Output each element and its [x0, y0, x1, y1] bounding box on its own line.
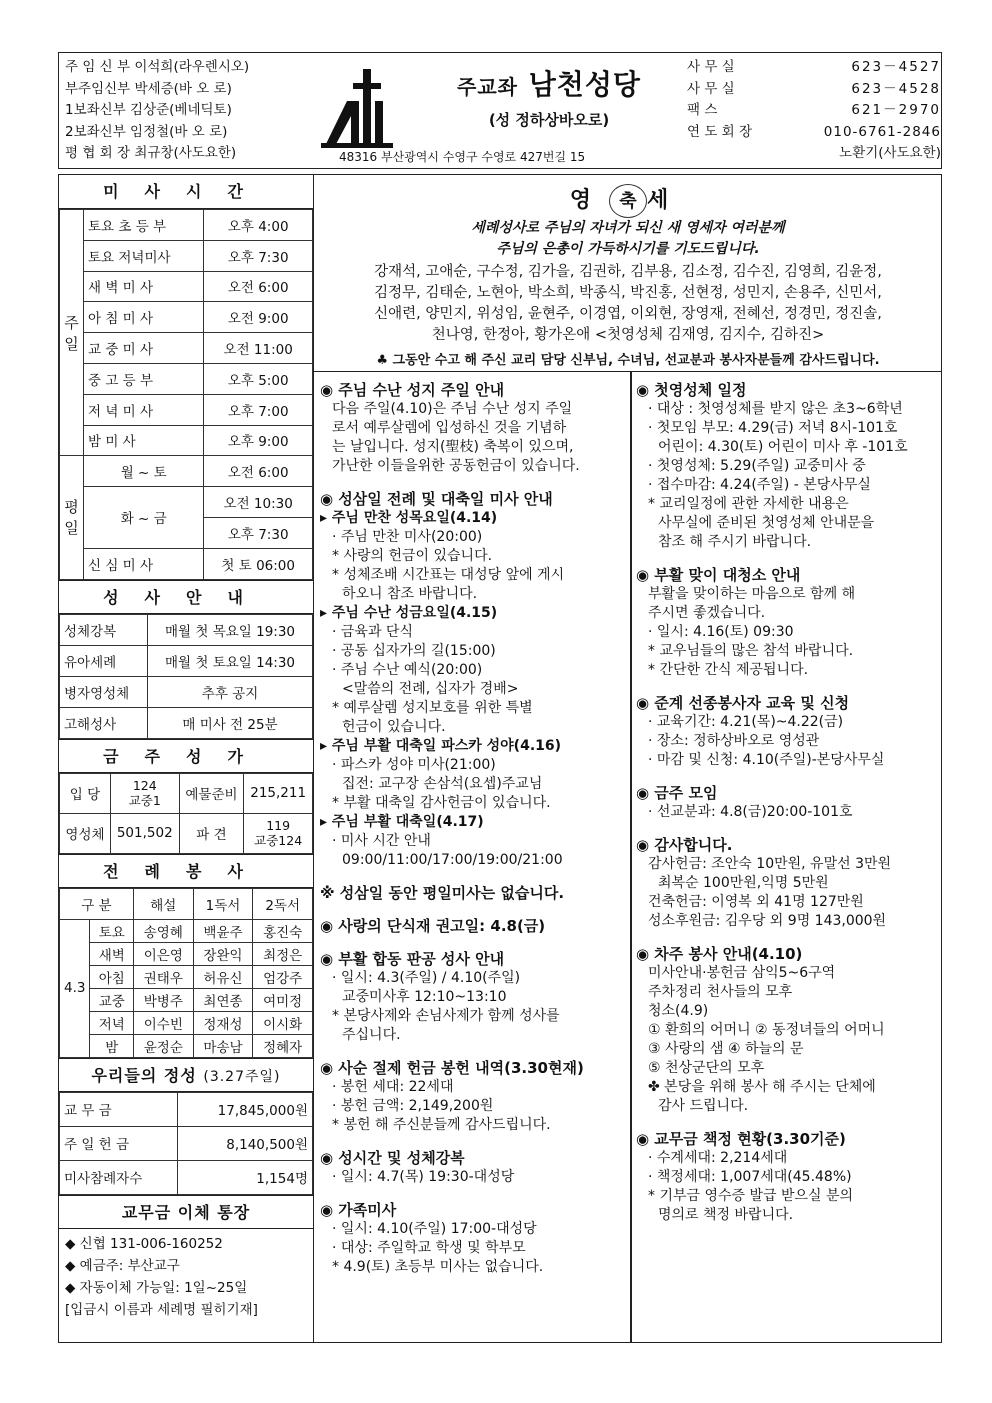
notice-heading: ◉ 차주 봉사 안내(4.10) — [636, 945, 803, 963]
mass-name: 월 ~ 토 — [84, 456, 204, 487]
notice-line: 주십니다. — [342, 1027, 401, 1043]
liturgy-person: 이은영 — [133, 942, 193, 965]
notice-line: * 예루살렘 성지보호를 위한 특별 — [332, 700, 533, 716]
notice-line: <말씀의 전례, 십자가 경배> — [342, 681, 519, 697]
notice-line: · 대상 : 첫영성체를 받지 않은 초3~6학년 — [648, 401, 903, 417]
notice-column-left — [320, 375, 626, 1277]
neophyte-names: 강재석, 고애순, 구수정, 김가을, 김권하, 김부용, 김소정, 김수진, 김영희, 김윤정, 김정무, 김태순, 노현아, 박소희, 박종식, 박진홍, 선현정, 성민지, 손용주, 신민서, 신애련, 양민지, 위성임, 윤현주, 이경엽, 이외현, 장영재, 전혜선, 정경민, 정진솔, 천나영, 한정아, 황가온애 <첫영성체 김재영, 김지수, 김하진> — [374, 264, 882, 343]
liturgy-person: 최정은 — [253, 942, 313, 965]
liturgy-person: 이수빈 — [133, 1011, 193, 1034]
notice-line: ① 환희의 어머니 ② 동정녀들의 어머니 — [648, 1022, 885, 1038]
mass-times-heading: 미사시간 — [59, 175, 313, 209]
notice-line: 집전: 교구장 손삼석(요셉)주교님 — [342, 776, 543, 792]
notice-line: ▸ 주님 부활 대축일(4.17) — [320, 814, 484, 830]
notice-line: ③ 사랑의 샘 ④ 하늘의 문 — [648, 1041, 804, 1057]
liturgy-col-head: 1독서 — [193, 888, 253, 919]
staff-list — [65, 57, 315, 165]
hymn-label: 예물준비 — [179, 773, 244, 813]
notice-line: * 교리일정에 관한 자세한 내용은 — [648, 496, 849, 512]
hymn-label: 파 견 — [179, 813, 244, 853]
liturgy-person: 마송남 — [193, 1034, 253, 1057]
bank-heading: 교무금 이체 통장 — [59, 1195, 313, 1229]
notice-line: ✤ 본당을 위해 봉사 해 주시는 단체에 — [648, 1079, 876, 1095]
notice-line: 참조 해 주시기 바랍니다. — [658, 534, 812, 550]
finance-label: 미사참례자수 — [60, 1160, 178, 1194]
notice-heading: ◉ 가족미사 — [320, 1201, 397, 1219]
mass-name: 토요 저녁미사 — [84, 240, 204, 271]
staff-line: 1보좌신부 김상준(베네딕토) — [65, 102, 232, 118]
staff-line: 부주임신부 박세증(바 오 로) — [65, 80, 232, 97]
contact-row: 팩 스 621－2970 — [687, 102, 941, 118]
liturgy-person: 송영혜 — [133, 919, 193, 942]
notice-line: 성소후원금: 김우당 외 9명 143,000원 — [648, 913, 887, 929]
mass-time: 오후 5:00 — [204, 363, 313, 394]
notice-line: 는 날입니다. 성지(聖枝) 축복이 있으며, — [332, 439, 574, 455]
notice-line: 헌금이 있습니다. — [342, 719, 446, 735]
finance-table — [59, 1092, 313, 1195]
mass-name: 교 중 미 사 — [84, 333, 204, 364]
notice-line: · 공동 십자가의 길(15:00) — [332, 643, 496, 659]
notice-heading: ◉ 사순 절제 헌금 봉헌 내역(3.30현재) — [320, 1059, 584, 1077]
liturgy-table — [59, 888, 313, 1058]
sacrament-name: 병자영성체 — [60, 676, 148, 707]
mass-time: 오후 9:00 — [204, 425, 313, 456]
notice-heading: ◉ 성시간 및 성체강복 — [320, 1149, 465, 1167]
hymn-number: 124 교중1 — [110, 773, 179, 813]
notice-line: * 사랑의 헌금이 있습니다. — [332, 548, 493, 564]
notice-line: ⑤ 천상군단의 모후 — [648, 1060, 765, 1076]
notice-line: ▸ 주님 부활 대축일 파스카 성야(4.16) — [320, 738, 562, 754]
hymn-table — [59, 773, 313, 854]
notice-line: · 첫영성체: 5.29(주일) 교중미사 중 — [648, 458, 866, 474]
notice-line: · 미사 시간 안내 — [332, 833, 431, 849]
parish-subtitle: (성 정하상바오로) — [488, 111, 610, 129]
liturgy-person: 허유신 — [193, 965, 253, 988]
notice-line: · 선교분과: 4.8(금)20:00-101호 — [648, 804, 853, 820]
liturgy-mass: 토요 — [90, 919, 134, 942]
liturgy-mass: 아침 — [90, 965, 134, 988]
parish-name: 남천성당 — [528, 68, 641, 101]
mass-time: 오후 7:30 — [204, 240, 313, 271]
notice-line: 감사헌금: 조안숙 10만원, 유말선 3만원 — [648, 856, 892, 872]
notice-line: · 파스카 성야 미사(21:00) — [332, 757, 496, 773]
notice-line: * 교우님들의 많은 참석 바랍니다. — [648, 643, 854, 659]
bank-line: ◆ 자동이체 가능일: 1일~25일 — [65, 1279, 248, 1296]
hymn-number: 215,211 — [244, 773, 313, 813]
notice-line: 09:00/11:00/17:00/19:00/21:00 — [342, 852, 563, 868]
notice-line: · 일시: 4.3(주일) / 4.10(주일) — [332, 970, 521, 986]
notice-line: 부활을 맞이하는 마음으로 함께 해 — [648, 586, 856, 602]
liturgy-person: 이시화 — [253, 1011, 313, 1034]
mass-time: 오전 6:00 — [204, 456, 313, 487]
liturgy-col-head: 2독서 — [253, 888, 313, 919]
weekday-label: 평일 — [60, 456, 84, 579]
notice-line: · 봉헌 금액: 2,149,200원 — [332, 1098, 494, 1114]
parish-address: 48316 부산광역시 수영구 수영로 427번길 15 — [339, 150, 586, 164]
thanks-note: ♣ 그동안 수고 해 주신 교리 담당 신부님, 수녀님, 선교분과 봉사자분들께 감사드립니다. — [376, 353, 880, 368]
liturgy-col-head: 구 분 — [60, 888, 134, 919]
staff-line: 평 협 회 장 최규창(사도요한) — [65, 145, 237, 161]
notice-heading: ◉ 주님 수난 성지 주일 안내 — [320, 381, 505, 399]
notice-line: 최복순 100만원,익명 5만원 — [658, 875, 829, 891]
notice-heading: ◉ 첫영성체 일정 — [636, 381, 747, 399]
sacrament-time: 매월 첫 목요일 19:30 — [148, 614, 313, 645]
finance-value: 17,845,000원 — [178, 1092, 313, 1126]
bank-info — [59, 1229, 313, 1325]
finance-label: 교 무 금 — [60, 1092, 178, 1126]
notice-line: 다음 주일(4.10)은 주님 수난 성지 주일 — [332, 401, 573, 417]
hymn-label: 영성체 — [60, 813, 111, 853]
mass-name: 중 고 등 부 — [84, 363, 204, 394]
title-prefix: 주교좌 — [457, 75, 518, 99]
notice-line: 청소(4.9) — [648, 1003, 709, 1019]
notice-line: · 봉헌 세대: 22세대 — [332, 1079, 454, 1095]
notice-line: * 부활 대축일 감사헌금이 있습니다. — [332, 795, 551, 811]
finance-heading: 우리들의 정성 (3.27주일) — [59, 1058, 313, 1092]
notice-line: 로서 예루살렘에 입성하신 것을 기념하 — [332, 420, 567, 436]
finance-value: 1,154명 — [178, 1160, 313, 1194]
notice-line: ▸ 주님 만찬 성목요일(4.14) — [320, 510, 498, 526]
mass-name: 저 녁 미 사 — [84, 394, 204, 425]
notice-line: 건축헌금: 이영복 외 41명 127만원 — [648, 894, 864, 910]
hymn-number: 119 교중124 — [244, 813, 313, 853]
liturgy-person: 여미정 — [253, 988, 313, 1011]
contact-row: 연 도 회 장 010-6761-2846 — [687, 123, 941, 140]
notice-line: · 일시: 4.7(목) 19:30-대성당 — [332, 1169, 515, 1185]
hymn-heading: 금주성가 — [59, 739, 313, 773]
liturgy-mass: 저녁 — [90, 1011, 134, 1034]
notice-line: * 봉헌 해 주신분들께 감사드립니다. — [332, 1117, 551, 1133]
column-divider — [630, 372, 632, 1342]
notice-line: · 교육기간: 4.21(목)~4.22(금) — [648, 714, 844, 730]
notice-heading: ◉ 부활 맞이 대청소 안내 — [636, 566, 801, 584]
sacrament-name: 유아세례 — [60, 645, 148, 676]
mass-name: 토요 초 등 부 — [84, 210, 204, 241]
sacrament-table — [59, 614, 313, 739]
mass-time: 오전 10:30 — [204, 487, 313, 518]
notice-line: · 일시: 4.10(주일) 17:00-대성당 — [332, 1221, 537, 1237]
finance-value: 8,140,500원 — [178, 1126, 313, 1160]
liturgy-person: 최연종 — [193, 988, 253, 1011]
sacrament-time: 매 미사 전 25분 — [148, 707, 313, 738]
liturgy-mass: 교중 — [90, 988, 134, 1011]
bank-line: ◆ 예금주: 부산교구 — [65, 1257, 180, 1274]
notice-line: · 책정세대: 1,007세대(45.48%) — [648, 1169, 852, 1185]
main-content — [314, 174, 942, 1343]
liturgy-person: 장완익 — [193, 942, 253, 965]
liturgy-person: 박병주 — [133, 988, 193, 1011]
mass-name: 새 벽 미 사 — [84, 271, 204, 302]
hymn-number: 501,502 — [110, 813, 179, 853]
mass-name: 신 심 미 사 — [84, 548, 204, 579]
mass-time: 오후 4:00 — [204, 210, 313, 241]
notice-line: 감사 드립니다. — [658, 1098, 749, 1114]
sacrament-name: 성체강복 — [60, 614, 148, 645]
mass-time: 오전 11:00 — [204, 333, 313, 364]
sacrament-heading: 성사안내 — [59, 580, 313, 614]
sacrament-name: 고해성사 — [60, 707, 148, 738]
notice-heading: ◉ 성삼일 전례 및 대축일 미사 안내 — [320, 490, 553, 508]
liturgy-date: 4.3 — [60, 919, 90, 1057]
notice-line: · 마감 및 신청: 4.10(주일)-본당사무실 — [648, 752, 885, 768]
liturgy-col-head: 해설 — [133, 888, 193, 919]
notice-line: · 주님 만찬 미사(20:00) — [332, 529, 483, 545]
notice-line: · 장소: 정하상바오로 영성관 — [648, 733, 820, 749]
notice-heading: ◉ 준계 선종봉사자 교육 및 신청 — [636, 694, 850, 712]
mass-times-table — [59, 209, 313, 580]
notice-heading: ◉ 사랑의 단식재 권고일: 4.8(금) — [320, 917, 546, 935]
celebration-title: 영 축 세 — [314, 183, 942, 218]
mass-time: 첫 토 06:00 — [204, 548, 313, 579]
sacrament-time: 매월 첫 토요일 14:30 — [148, 645, 313, 676]
notice-line: 미사안내·봉헌금 삼익5~6구역 — [648, 965, 836, 981]
mass-time: 오후 7:00 — [204, 394, 313, 425]
notice-line: 주시면 좋겠습니다. — [648, 605, 766, 621]
notice-line: ▸ 주님 수난 성금요일(4.15) — [320, 605, 498, 621]
notice-line: · 주님 수난 예식(20:00) — [332, 662, 483, 678]
mass-name: 밤 미 사 — [84, 425, 204, 456]
notice-line: · 금육과 단식 — [332, 624, 413, 640]
hymn-label: 입 당 — [60, 773, 111, 813]
staff-line: 2보좌신부 임정철(바 오 로) — [65, 123, 228, 140]
notice-line: 하오니 참조 바랍니다. — [342, 586, 478, 602]
liturgy-person: 엄강주 — [253, 965, 313, 988]
notice-line: · 첫모임 부모: 4.29(금) 저녁 8시-101호 — [648, 420, 898, 436]
contact-row: 사 무 실 623－4528 — [687, 80, 941, 97]
notice-line: · 접수마감: 4.24(주일) - 본당사무실 — [648, 477, 871, 493]
notice-heading: ◉ 부활 합동 판공 성사 안내 — [320, 950, 505, 968]
notice-line: · 대상: 주일학교 학생 및 학부모 — [332, 1240, 526, 1256]
sacrament-time: 추후 공지 — [148, 676, 313, 707]
liturgy-person: 백윤주 — [193, 919, 253, 942]
notice-line: * 본당사제와 손님사제가 함께 성사를 — [332, 1008, 560, 1024]
mass-time: 오전 6:00 — [204, 271, 313, 302]
mass-time: 오후 7:30 — [204, 517, 313, 548]
parish-title — [409, 63, 689, 130]
baptism-celebration — [314, 175, 942, 372]
finance-label: 주 일 헌 금 — [60, 1126, 178, 1160]
liturgy-person: 정재성 — [193, 1011, 253, 1034]
sunday-label: 주일 — [60, 210, 84, 456]
liturgy-person: 윤정순 — [133, 1034, 193, 1057]
contact-row: 사 무 실 623－4527 — [687, 59, 941, 75]
liturgy-mass: 밤 — [90, 1034, 134, 1057]
bank-line: ◆ 신협 131-006-160252 — [65, 1235, 223, 1252]
notice-line: * 기부금 영수증 발급 받으실 분의 — [648, 1188, 854, 1204]
notice-heading: ※ 성삼일 동안 평일미사는 없습니다. — [320, 884, 565, 902]
notice-line: 사무실에 준비된 첫영성체 안내문을 — [658, 515, 875, 531]
liturgy-heading: 전례봉사 — [59, 854, 313, 888]
notice-line: 교중미사후 12:10~13:10 — [342, 989, 507, 1005]
church-logo-icon — [317, 61, 397, 151]
notice-line: * 간단한 간식 제공됩니다. — [648, 662, 809, 678]
celebration-message: 세례성사로 주님의 자녀가 되신 새 영세자 여러분께 주님의 은총이 가득하시기를 기도드립니다. — [471, 220, 785, 257]
contact-list — [687, 57, 941, 165]
notice-column-right — [636, 375, 940, 1225]
notice-line: 어린이: 4.30(토) 어린이 미사 후 -101호 — [658, 439, 908, 455]
liturgy-person: 홍진숙 — [253, 919, 313, 942]
contact-name: 노환기(사도요한) — [839, 145, 941, 161]
notice-line: · 수계세대: 2,214세대 — [648, 1150, 788, 1166]
notice-line: 주차정리 천사들의 모후 — [648, 984, 793, 1000]
left-sidebar — [58, 174, 314, 1343]
mass-name: 화 ~ 금 — [84, 487, 204, 549]
notice-line: 가난한 이들을위한 공동헌금이 있습니다. — [332, 458, 580, 474]
liturgy-mass: 새벽 — [90, 942, 134, 965]
staff-line: 주 임 신 부 이석희(라우렌시오) — [65, 59, 250, 75]
mass-name: 아 침 미 사 — [84, 302, 204, 333]
notice-line: 명의로 책정 바랍니다. — [658, 1207, 794, 1223]
liturgy-person: 권태우 — [133, 965, 193, 988]
mass-time: 오전 9:00 — [204, 302, 313, 333]
notice-heading: ◉ 교무금 책정 현황(3.30기준) — [636, 1130, 846, 1148]
notice-heading: ◉ 감사합니다. — [636, 836, 733, 854]
notice-line: * 4.9(토) 초등부 미사는 없습니다. — [332, 1259, 544, 1275]
notice-line: * 성체조배 시간표는 대성당 앞에 게시 — [332, 567, 565, 583]
notice-line: · 일시: 4.16(토) 09:30 — [648, 624, 794, 640]
bulletin-header — [58, 52, 942, 169]
liturgy-person: 정혜자 — [253, 1034, 313, 1057]
bank-line: [입금시 이름과 세례명 필히기재] — [65, 1301, 258, 1318]
notice-heading: ◉ 금주 모임 — [636, 784, 718, 802]
